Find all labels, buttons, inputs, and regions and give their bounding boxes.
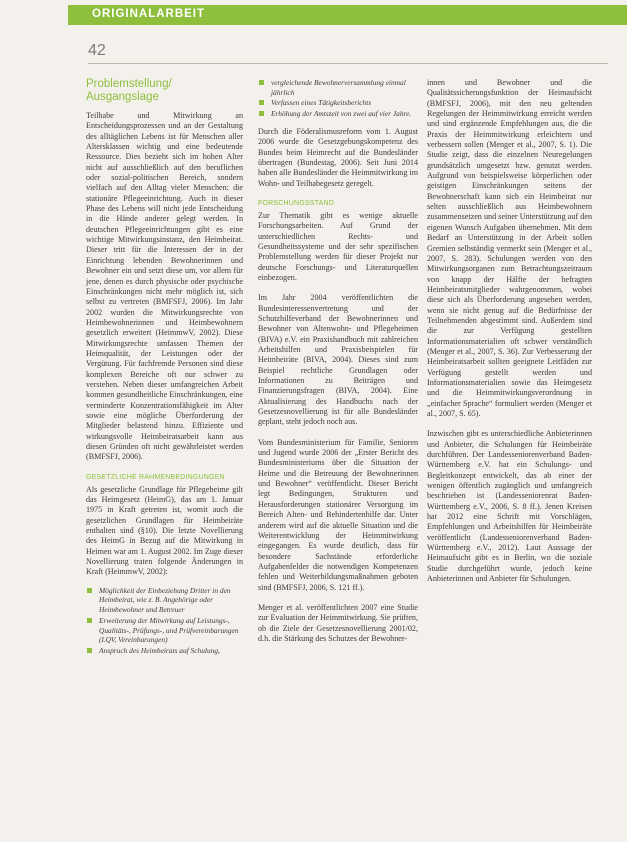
section-label: ORIGINALARBEIT: [92, 8, 206, 20]
paragraph: Inzwischen gibt es unterschiedliche Anbieterinnen und Anbieter, die Schulungen für Heimbeiräte durchführen. Der Landesseniorenverband Baden-Württemberg e.V. hat ein Schulungs- und Begleitkonzept entwickelt, das ab einer der wenigen öffentlich zugänglich und umfangreich beschrieben ist (Landesseniorenrat Baden-Württemberg e.V., 2006, S. 8 ff.). Jenen Kreisen hat 2012 eine Schrift mit Vorschlägen, Empfehlungen und Arbeitshilfen für Heimbeiräte veröffentlicht (Landesseniorenverband Baden-Württemberg e.V., 2012). Laut Aussage der Heimaufsicht gibt es in Berlin, wo die soziale Studie durchgeführt wurde, jedoch keine Anbieterinnen und Anbieter für Schulungen.: [427, 429, 592, 584]
bullet-text: Möglichkeit der Einbeziehung Dritter in den Heimbeirat, wie z. B. Angehörige oder Heimbewohner und Betreuer: [99, 585, 231, 615]
bullet-square-icon: [259, 80, 264, 85]
subheading: FORSCHUNGSSTAND: [258, 199, 334, 207]
column-3: [427, 78, 592, 595]
bullet-text: Anspruch des Heimbeirats auf Schulung,: [99, 646, 220, 655]
page-number: 42: [88, 42, 106, 59]
bullet-text: Erhöhung der Amtszeit von zwei auf vier Jahre.: [271, 109, 412, 119]
bullet-square-icon: [259, 111, 264, 116]
column-1: [86, 78, 243, 664]
paragraph: Vom Bundesministerium für Familie, Senioren und Jugend wurde 2006 der „Erster Bericht des Bundesministeriums über die Situation der Heime und die Betreuung der Bewohnerinnen und Bewohner“ veröffentlicht. Dieser Bericht legt Bedingungen, Strukturen und Herausforderungen stationärer Versorgung im Bereich Alten- und Behindertenhilfe dar. Unter anderem wird auf die aktuelle Situation und die Weiterentwicklung der Heimmitwirkung eingegangen. Es wurde deutlich, dass für besondere Sachstände erforderliche Aufgabenfelder die notwendigen Kompetenzen fehlen und Weiterbildungsmaßnahmen geboten sind (BMFSFJ, 2006, S. 121 ff.).: [258, 437, 418, 592]
paragraph: Im Jahr 2004 veröffentlichten die Bundesinteressenvertretung und der Schutzhilfeverband der Bewohnerinnen und Bewohner von Altenwohn- und Pflegeheimen (BIVA) e.V. ein Praxishandbuch mit zahlreichen Arbeitshilfen und Praxisbeispielen für Heimbeiräte (BIVA, 2004). Dieses sind zum Beispiel rechtliche Grundlagen oder Informationen zu Beiträgen und Finanzierungsfragen (BIVA, 2004). Eine Aktualisierung des Handbuchs nach der Gesetzesnovellierung ist für alle Bundesländer geplant, steht jedoch noch aus.: [258, 293, 418, 427]
bullet-item: [258, 98, 418, 108]
bullet-text: vergleichende Bewohnerversammlung einmal jährlich: [271, 78, 406, 97]
section-title: Problemstellung/ Ausgangslage: [86, 78, 172, 103]
paragraph: Als gesetzliche Grundlage für Pflegeheime gilt das Heimgesetz (HeimG), das am 1. Januar 1975 in Kraft getreten ist, womit auch die gesetzlichen Grundlagen für Heimbeiräte enthalten sind (§10). Die letzte Novellierung des HeimG in Bezug auf die Mitwirkung in Heimen war am 1. August 2002. Im Zuge dieser Novellierung traten folgende Änderungen in Kraft (HeimmwV, 2002):: [86, 484, 243, 577]
bullet-square-icon: [87, 618, 92, 623]
column-2: [258, 78, 418, 654]
bullet-list: [86, 586, 243, 656]
bullet-item: [258, 109, 418, 119]
header-rule: [88, 63, 608, 64]
bullet-item: [86, 646, 243, 656]
paragraph: Menger et al. veröffentlichten 2007 eine Studie zur Evaluation der Heimmitwirkung. Sie prüften, ob die Ziele der Gesetzesnovellierung 2001/02, d.h. die Stärkung des Schutzes der Bewohner-: [258, 602, 418, 643]
subheading: GESETZLICHE RAHMENBEDINGUNGEN: [86, 473, 225, 481]
bullet-text: Erweiterung der Mitwirkung auf Leistungs-, Qualitäts-, Prüfungs-, und Prüfvereinbarungen (LQV, Vereinbarungen): [99, 615, 239, 645]
paragraph: Zur Thematik gibt es wenige aktuelle Forschungsarbeiten. Auf Grund der unterschiedlichen Rechts- und Gesundheitssysteme und der sehr spezifischen Problemstellung werden für dieser Projekt nur deutsche Forschungs- und Literaturquellen einbezogen.: [258, 210, 418, 282]
bullet-square-icon: [87, 588, 92, 593]
bullet-item: [258, 78, 418, 97]
section-header-bar: [68, 5, 627, 25]
bullet-item: [86, 616, 243, 645]
paragraph: Durch die Föderalismusreform vom 1. August 2006 wurde die Gesetzgebungskompetenz des Bundes beim Heimrecht auf die Bundesländer übertragen (Bundestag, 2006). Seit Juni 2014 haben alle Bundesländer die Heimmitwirkung im Wohn- und Teilhabegesetz geregelt.: [258, 126, 418, 188]
bullet-text: Verfassen eines Tätigkeitsberichts: [271, 98, 372, 108]
bullet-square-icon: [87, 648, 92, 653]
paragraph: innen und Bewohner und die Qualitätssicherungsfunktion der Heimaufsicht (BMFSFJ, 2006), mit den neu geltenden Regelungen der Heimmitwirkung erreicht werden und sind ergänzende Empfehlungen aus, die die Praxis der Heimmitwirkung erleichtern und verbessern sollen (Menger et al., 2007, S. 1). Die Studie zeigt, dass die einzelnen Neuregelungen grundsätzlich umgesetzt bzw. genutzt werden. Aufgrund von beispielsweise körperlichen oder geistigen Einschränkungen seitens der Bewohnerschaft kann sich ein Heimbeirat nur selten ausschließlich aus Heimbewohnern zusammensetzen und seiner Unterstützung auf den eigenen Wunsch Aufgaben übernehmen. Mit dem Bedarf an Unterstützung in der Arbeit sollen Gremien selbständig vermerkt sein (Menger et al., 2007, S. 283). Schulungen werden von den Mitwirkungsorganen zum Betrachtungszeitraum von knapp der Hälfte der befragten Heimbeiratsmitglieder wahrgenommen, wobei diese sich als Überforderung angesehen werden, wenn sie nicht genug auf die Bedürfnisse der Teilnehmenden abgestimmt sind. Außerdem sind die zur Verfügung gestellten Informationsmaterialien oft schwer verständlich (Menger et al., 2007, S. 36). Zur Verbesserung der Heimbeiratsarbeit sollten geeignete Leitfäden zur Verfügung gestellt werden und Informationsmaterialien sowie das Heimgesetz und die Heimmitwirkungsverordnung in „einfacher Sprache“ formuliert werden (Menger et al., 2007, S. 65).: [427, 78, 592, 418]
bullet-square-icon: [259, 100, 264, 105]
bullet-list: [258, 78, 418, 119]
bullet-item: [86, 586, 243, 615]
paragraph: Teilhabe und Mitwirkung an Entscheidungsprozessen und an der Gestaltung des alltäglichen Lebens ist für Menschen aller Altersklassen wichtig und eine bedeutende Ressource. Dies bezieht sich im hohen Alter nicht auf ausschließlich auf den beruflichen oder sozial-politischen Bereich, sondern vielfach auf den Alltag vieler Menschen: die stationäre Pflegeeinrichtung. Auch in dieser Phase des Lebens will nicht jede Entscheidung in die Hände anderer gelegt werden. In deutschen Pflegeeinrichtungen gibt es eine wichtige Mitwirkungsinstanz, den Heimbeirat. Dieser tritt für die Interessen der in der Einrichtung lebenden Bewohnerinnen und Bewohner ein und setzt diese um, vor allem für jene, denen es durch physische oder psychische Einschränkungen nicht mehr möglich ist, sich selbst zu vertreten (BMFSFJ, 2006). Im Jahr 2002 wurden die Mitwirkungsrechte von Heimbewohnerinnen und Heimbewohnern gesetzlich erweitert (HeimmwV, 2002). Diese Mitwirkungsrechte umfassen Themen der Heimqualität, der Leistungen oder der Vergütung. Für fachfremde Personen sind diese komplexen Bereiche oft nur schwer zu verstehen. Neben dieser umfangreichen Arbeit kommen gesundheitliche Einschränkungen, eine verminderte Konzentrationsfähigkeit im Alter sowie eine mögliche Überforderung der Mitglieder belastend hinzu. Effiziente und wirkungsvolle Heimbeiratsarbeit kann aus diesen Gründen oft nicht gewährleistet werden (BMFSFJ, 2006).: [86, 111, 243, 462]
